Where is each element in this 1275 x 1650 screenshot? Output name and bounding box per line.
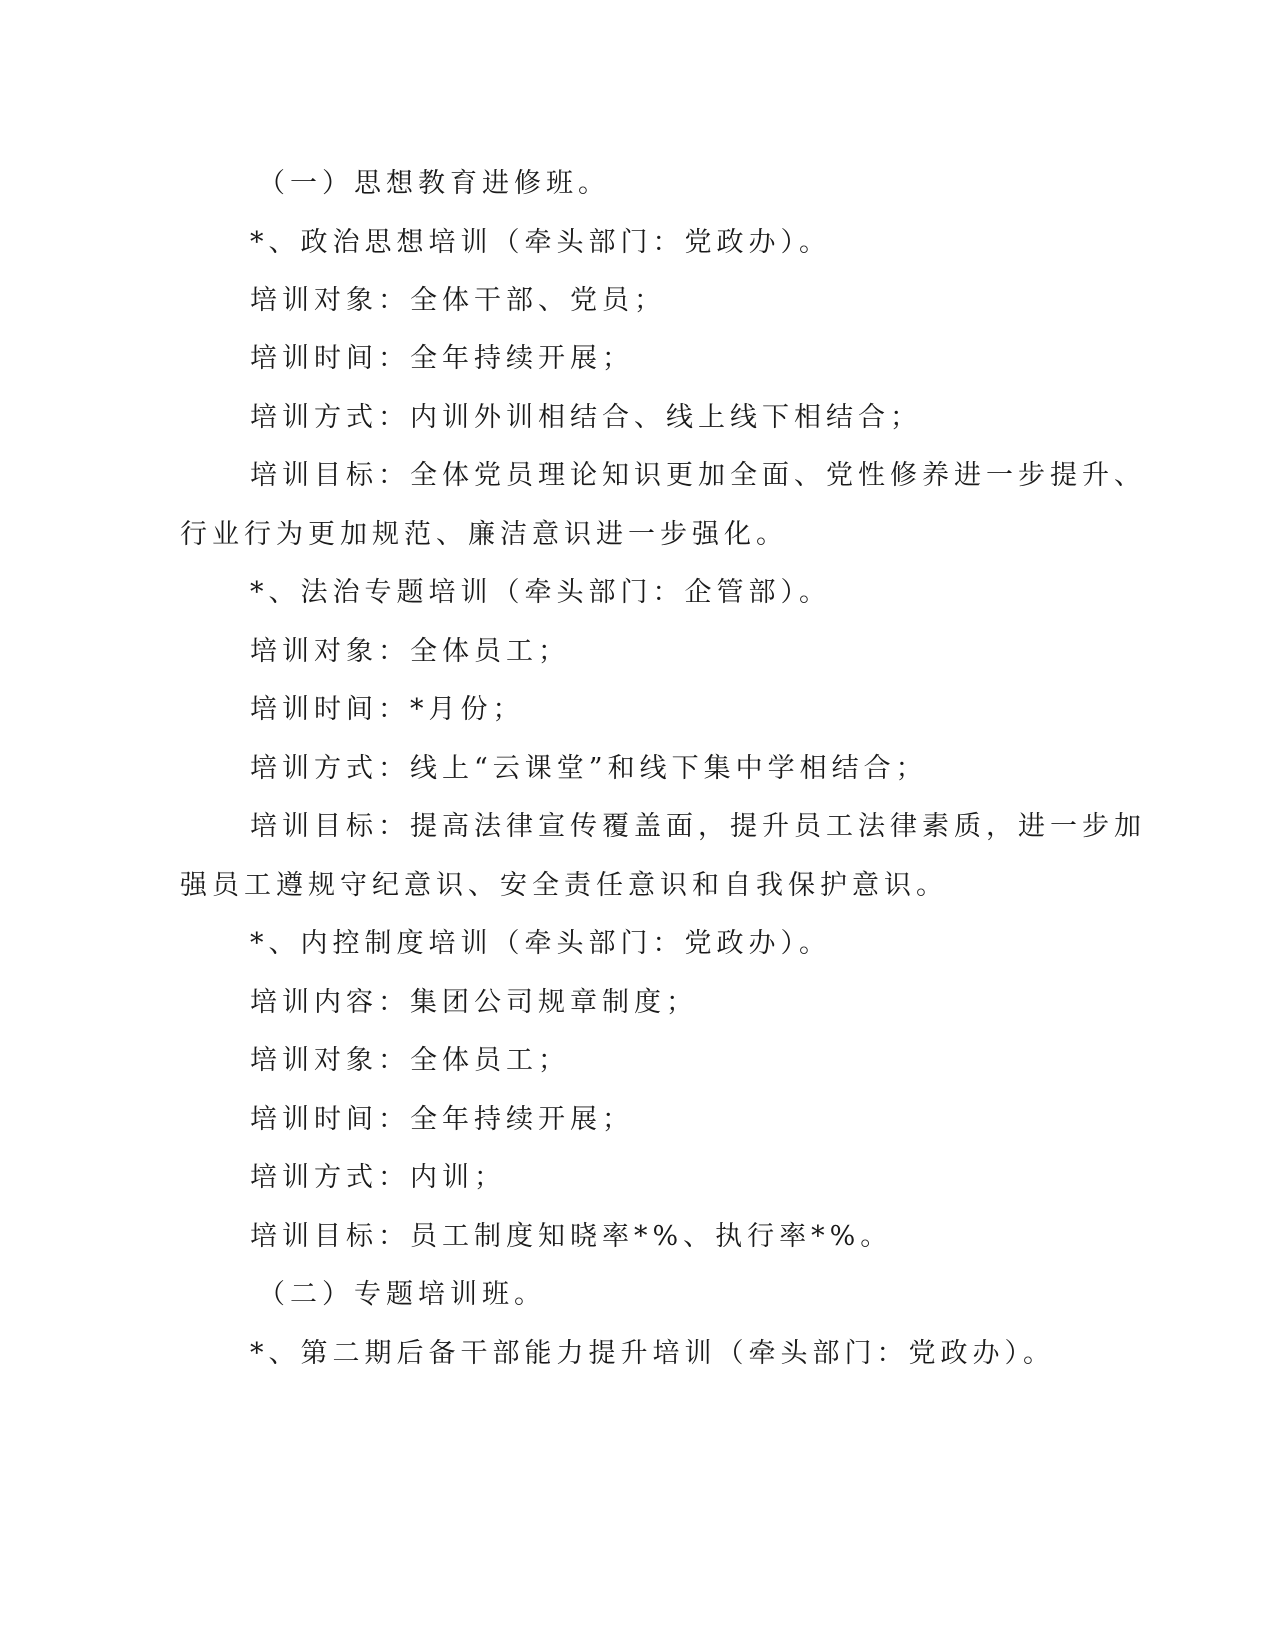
paragraph-line-continued: 强员工遵规守纪意识、安全责任意识和自我保护意识。 (180, 870, 948, 901)
item-heading: *、第二期后备干部能力提升培训（牵头部门：党政办）。 (250, 1338, 1055, 1369)
paragraph-line-continued: 行业行为更加规范、廉洁意识进一步强化。 (180, 519, 788, 550)
section-heading: （二）专题培训班。 (258, 1279, 546, 1310)
paragraph-line: 培训时间：*月份； (250, 694, 525, 725)
paragraph-line: 培训方式：内训外训相结合、线上线下相结合； (250, 402, 922, 433)
section-heading: （一）思想教育进修班。 (258, 168, 610, 199)
item-heading: *、内控制度培训（牵头部门：党政办）。 (250, 928, 831, 959)
paragraph-line: 培训对象：全体干部、党员； (250, 285, 666, 316)
paragraph-line: 培训时间：全年持续开展； (250, 1104, 634, 1135)
paragraph-line: 培训目标：全体党员理论知识更加全面、党性修养进一步提升、 (250, 460, 1146, 491)
paragraph-line: 培训对象：全体员工； (250, 1045, 570, 1076)
paragraph-line: 培训方式：线上“云课堂”和线下集中学相结合； (250, 753, 928, 784)
paragraph-line: 培训对象：全体员工； (250, 636, 570, 667)
item-heading: *、政治思想培训（牵头部门：党政办）。 (250, 227, 831, 258)
paragraph-line: 培训内容：集团公司规章制度； (250, 987, 698, 1018)
item-heading: *、法治专题培训（牵头部门：企管部）。 (250, 577, 831, 608)
paragraph-line: 培训方式：内训； (250, 1162, 506, 1193)
paragraph-line: 培训时间：全年持续开展； (250, 343, 634, 374)
paragraph-line: 培训目标：员工制度知晓率*%、执行率*%。 (250, 1221, 893, 1252)
paragraph-line: 培训目标：提高法律宣传覆盖面，提升员工法律素质，进一步加 (250, 811, 1146, 842)
